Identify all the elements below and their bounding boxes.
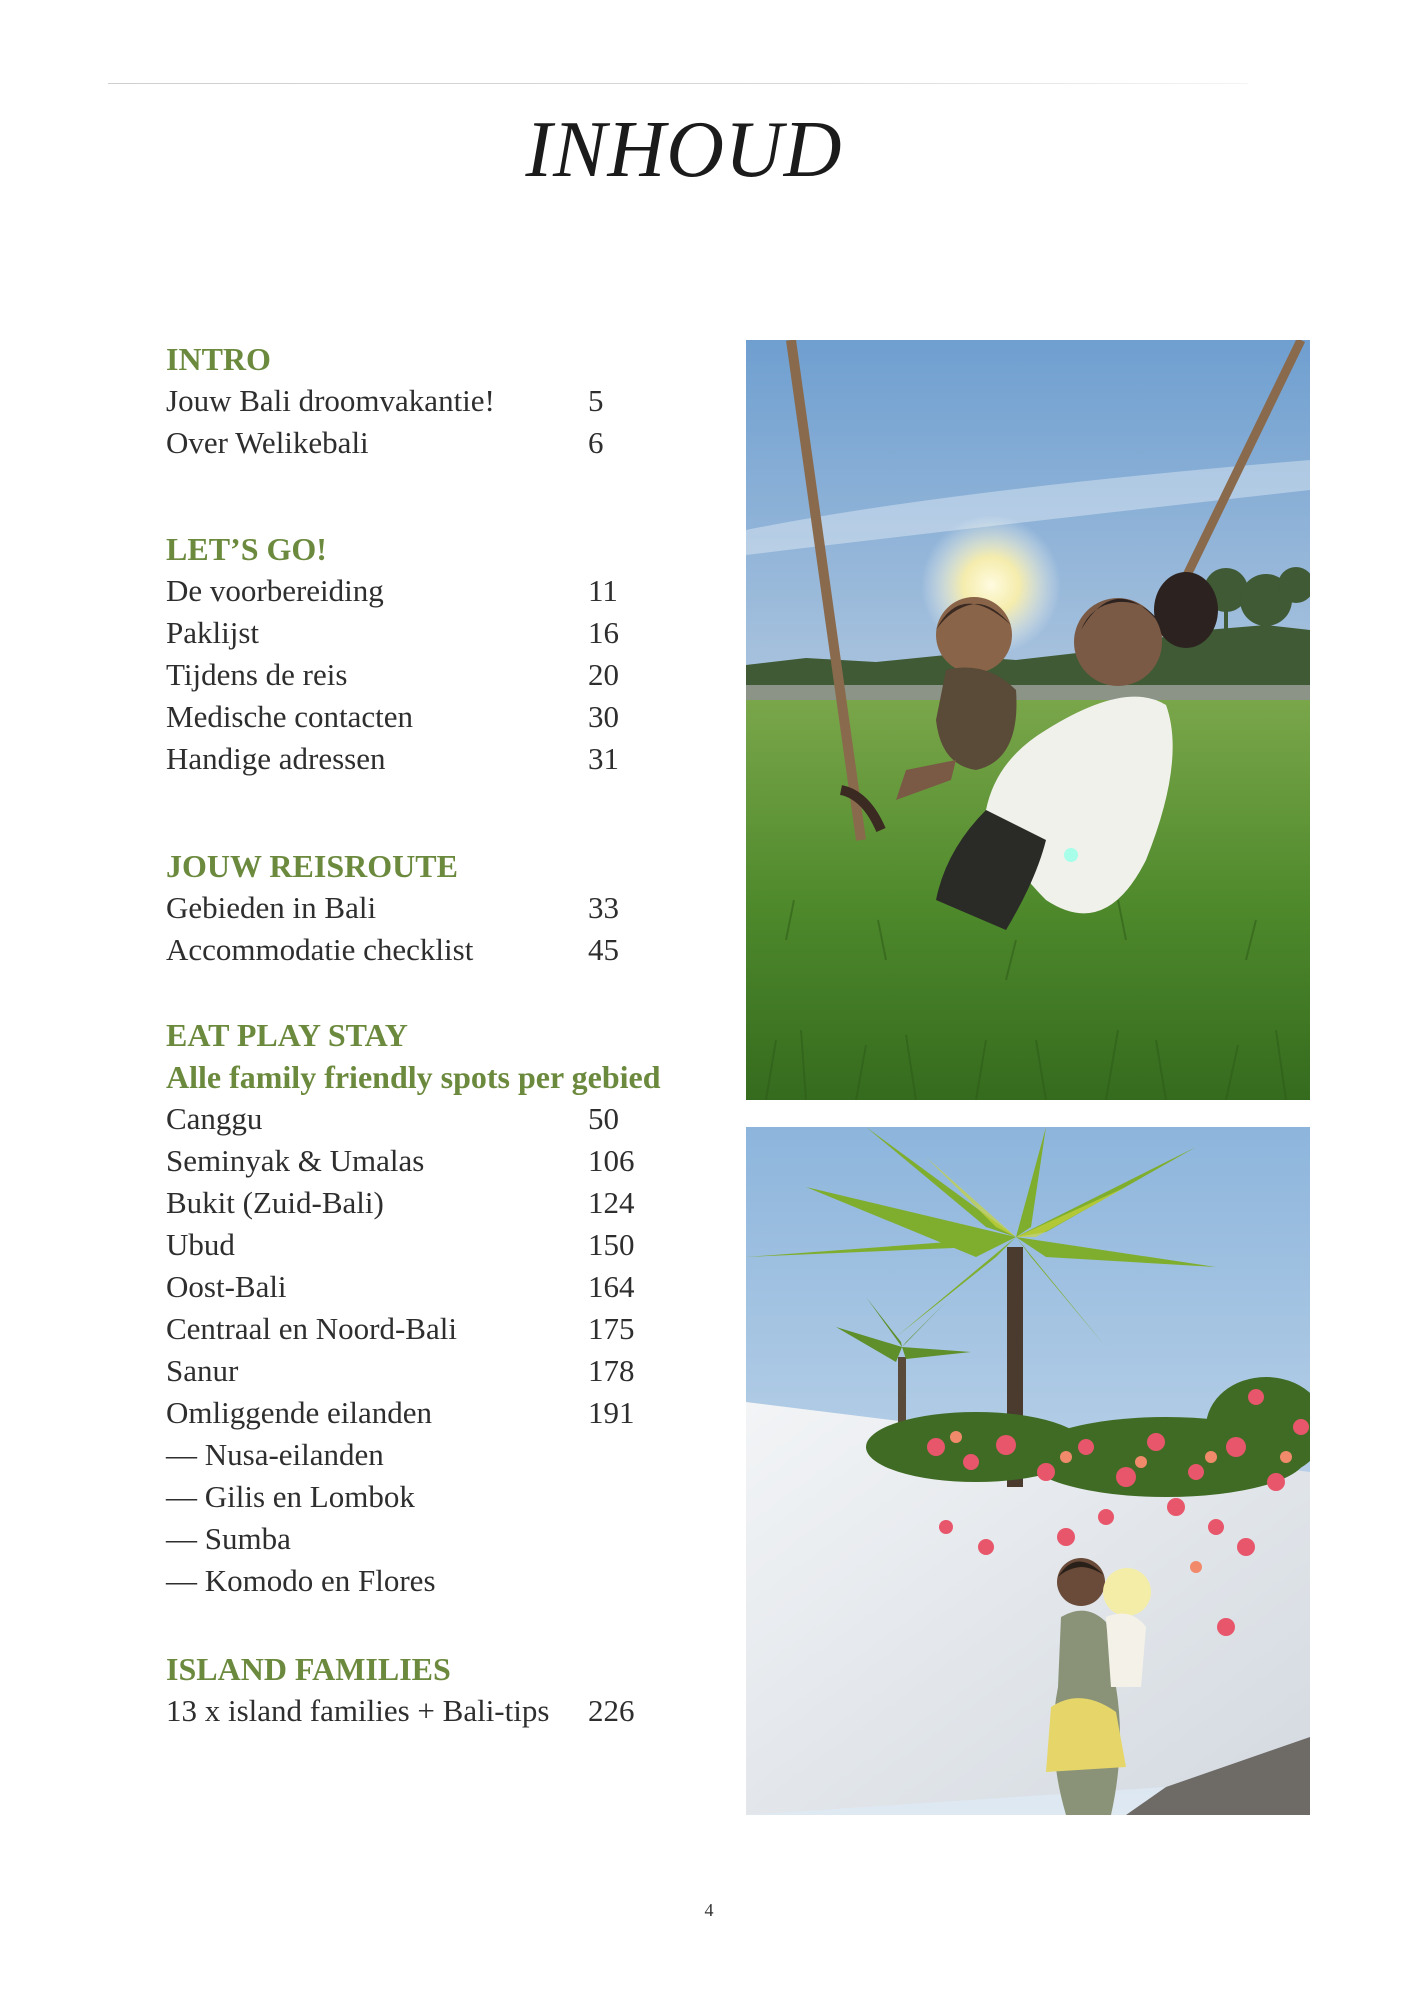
toc-entry-label: Canggu <box>166 1101 263 1136</box>
toc-entry-label: 13 x island families + Bali-tips <box>166 1693 550 1728</box>
toc-entry-page: 6 <box>588 425 604 460</box>
toc-entry-page: 31 <box>588 741 619 776</box>
toc-entry-label: Oost-Bali <box>166 1269 287 1304</box>
page-number: 4 <box>704 1900 714 1920</box>
toc-entry[interactable] <box>166 1224 726 1266</box>
toc-entry[interactable] <box>166 1392 726 1434</box>
toc-entry[interactable] <box>166 380 726 422</box>
section-subheading: Alle family friendly spots per gebied <box>166 1059 661 1095</box>
section-intro <box>166 338 726 464</box>
toc-entry[interactable] <box>166 738 726 780</box>
toc-entry-label: — Komodo en Flores <box>166 1563 436 1598</box>
toc-entry-label: Seminyak & Umalas <box>166 1143 425 1178</box>
toc-entry-label: Accommodatie checklist <box>166 932 474 967</box>
toc-entry-label: — Nusa-eilanden <box>166 1437 384 1472</box>
section-island-families <box>166 1648 726 1732</box>
section-heading: ISLAND FAMILIES <box>166 1651 451 1687</box>
toc-entry[interactable] <box>166 1140 726 1182</box>
toc-entry-label: Medische contacten <box>166 699 414 734</box>
toc-entry[interactable] <box>166 570 726 612</box>
toc-entry[interactable] <box>166 422 726 464</box>
toc-entry[interactable] <box>166 1266 726 1308</box>
toc-entry[interactable] <box>166 1308 726 1350</box>
toc-entry-label: Centraal en Noord-Bali <box>166 1311 457 1346</box>
toc-entry-label: Gebieden in Bali <box>166 890 377 925</box>
toc-entry-label: Paklijst <box>166 615 260 650</box>
toc-entry-label: Over Welikebali <box>166 425 369 460</box>
toc-entry[interactable] <box>166 1690 726 1732</box>
toc-entry-page: 20 <box>588 657 619 692</box>
toc-entry-label: Bukit (Zuid-Bali) <box>166 1185 384 1220</box>
toc-entry-page: 5 <box>588 383 604 418</box>
photo-swing-rice-field <box>746 340 1310 1100</box>
toc-entry-page: 226 <box>588 1693 635 1728</box>
toc-entry[interactable] <box>166 1182 726 1224</box>
toc-entry-page: 33 <box>588 890 619 925</box>
toc-entry[interactable] <box>166 1476 726 1518</box>
toc-entry-label: Jouw Bali droomvakantie! <box>166 383 495 418</box>
swing-photo-illustration <box>746 340 1310 1100</box>
toc-entry[interactable] <box>166 1560 726 1602</box>
section-heading: JOUW REISROUTE <box>166 848 458 884</box>
section-eat-play-stay <box>166 1014 726 1602</box>
toc-entry-label: Omliggende eilanden <box>166 1395 432 1430</box>
toc-entry-page: 124 <box>588 1185 635 1220</box>
toc-entry[interactable] <box>166 1434 726 1476</box>
toc-entry[interactable] <box>166 1518 726 1560</box>
toc-entry-page: 150 <box>588 1227 635 1262</box>
toc-entry-page: 178 <box>588 1353 635 1388</box>
palm-photo-illustration <box>746 1127 1310 1815</box>
top-divider <box>108 83 1248 84</box>
toc-entry-page: 16 <box>588 615 619 650</box>
toc-entry-label: — Gilis en Lombok <box>166 1479 415 1514</box>
toc-entry[interactable] <box>166 1350 726 1392</box>
toc-entry-label: Tijdens de reis <box>166 657 348 692</box>
toc-entry[interactable] <box>166 929 726 971</box>
toc-entry-page: 191 <box>588 1395 635 1430</box>
toc-entry-page: 45 <box>588 932 619 967</box>
toc-entry[interactable] <box>166 612 726 654</box>
section-lets-go <box>166 528 726 780</box>
toc-entry[interactable] <box>166 654 726 696</box>
toc-entry-page: 164 <box>588 1269 635 1304</box>
toc-entry-label: Handige adressen <box>166 741 386 776</box>
toc-entry-page: 106 <box>588 1143 635 1178</box>
toc-entry-page: 50 <box>588 1101 619 1136</box>
photo-palm-bougainvillea <box>746 1127 1310 1815</box>
section-heading: INTRO <box>166 341 271 377</box>
section-jouw-reisroute <box>166 845 726 971</box>
toc-entry[interactable] <box>166 1098 726 1140</box>
section-heading: LET’S GO! <box>166 531 327 567</box>
page-title: INHOUD <box>525 106 843 194</box>
section-heading: EAT PLAY STAY <box>166 1017 408 1053</box>
toc-entry-label: Sanur <box>166 1353 239 1388</box>
toc-entry-page: 11 <box>588 573 618 608</box>
toc-entry[interactable] <box>166 887 726 929</box>
toc-entry-label: Ubud <box>166 1227 235 1262</box>
toc-entry-label: — Sumba <box>166 1521 291 1556</box>
toc-entry-page: 30 <box>588 699 619 734</box>
toc-entry-label: De voorbereiding <box>166 573 384 608</box>
toc-entry[interactable] <box>166 696 726 738</box>
toc-entry-page: 175 <box>588 1311 635 1346</box>
